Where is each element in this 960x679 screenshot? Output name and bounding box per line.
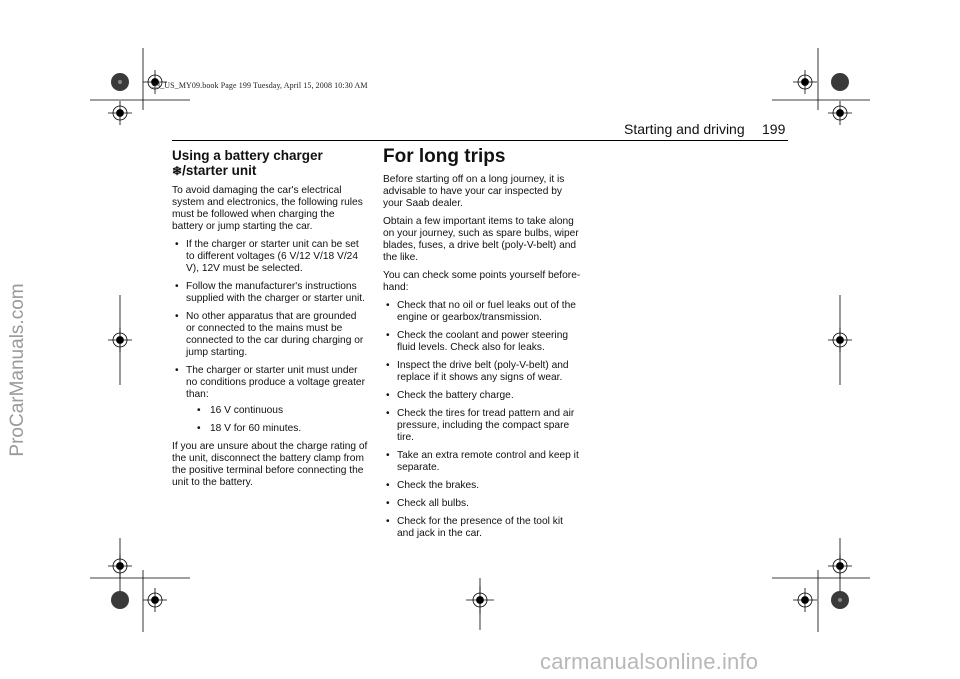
- list-item: • Check all bulbs.: [383, 498, 581, 510]
- list-item: • Check that no oil or fuel leaks out of the engine or gearbox/transmission.: [383, 300, 581, 324]
- list-item: • 18 V for 60 minutes.: [186, 423, 368, 435]
- long-trips-heading: For long trips: [383, 146, 506, 167]
- list-item: • Check the battery charge.: [383, 390, 581, 402]
- list-item: • If the charger or starter unit can be set to different voltages (6 V/12 V/18 V/24 V), 12V must be selected.: [172, 239, 368, 275]
- list-item: • Take an extra remote control and keep it separate.: [383, 450, 581, 474]
- list-item: • Follow the manufacturer's instructions supplied with the charger or starter unit.: [172, 281, 368, 305]
- trip-checklist: [383, 300, 581, 540]
- paragraph: You can check some points yourself before-hand:: [383, 270, 581, 293]
- list-item: • Check the brakes.: [383, 480, 581, 492]
- list-item: • Check the tires for tread pattern and air pressure, including the compact spare tire.: [383, 408, 581, 444]
- bottom-watermark: carmanualsonline.info: [540, 649, 759, 674]
- intro-paragraph: To avoid damaging the car's electrical system and electronics, the following rules must be followed when charging the battery or jump starting the car.: [172, 185, 363, 232]
- paragraph: Before starting off on a long journey, it is advisable to have your car inspected by your Saab dealer.: [383, 174, 565, 209]
- closing-paragraph: If you are unsure about the charge rating of the unit, disconnect the battery clamp from the positive terminal before connecting the unit to the battery.: [172, 441, 368, 488]
- snowflake-icon: ❄: [172, 164, 183, 178]
- left-column: [172, 148, 368, 495]
- list-item: • The charger or starter unit must under no conditions produce a voltage greater than: • 16 V continuous • 18 V for 60 minutes.: [172, 365, 368, 435]
- charger-rules-list: [172, 239, 368, 435]
- paragraph: Obtain a few important items to take along on your journey, such as spare bulbs, wiper blades, fuses, a drive belt (poly-V-belt) and the like.: [383, 216, 579, 263]
- section-title: Starting and driving: [624, 121, 745, 137]
- list-item: • Check the coolant and power steering fluid levels. Check also for leaks.: [383, 330, 581, 354]
- voltage-limit-list: [186, 405, 368, 435]
- list-item: • Check for the presence of the tool kit and jack in the car.: [383, 516, 581, 540]
- print-line: 93_US_MY09.book Page 199 Tuesday, April 15, 2008 10:30 AM: [152, 81, 368, 90]
- list-item: • Inspect the drive belt (poly-V-belt) and replace if it shows any signs of wear.: [383, 360, 581, 384]
- list-item: • 16 V continuous: [186, 405, 368, 417]
- list-item: • No other apparatus that are grounded or connected to the mains must be connected to the car during charging or jump starting.: [172, 311, 368, 359]
- side-watermark: ProCarManuals.com: [7, 283, 28, 457]
- header-rule: [172, 140, 788, 141]
- page-number: 199: [762, 121, 786, 137]
- right-column: [383, 148, 581, 546]
- battery-charger-heading: Using a battery charger ❄/starter unit: [172, 148, 323, 178]
